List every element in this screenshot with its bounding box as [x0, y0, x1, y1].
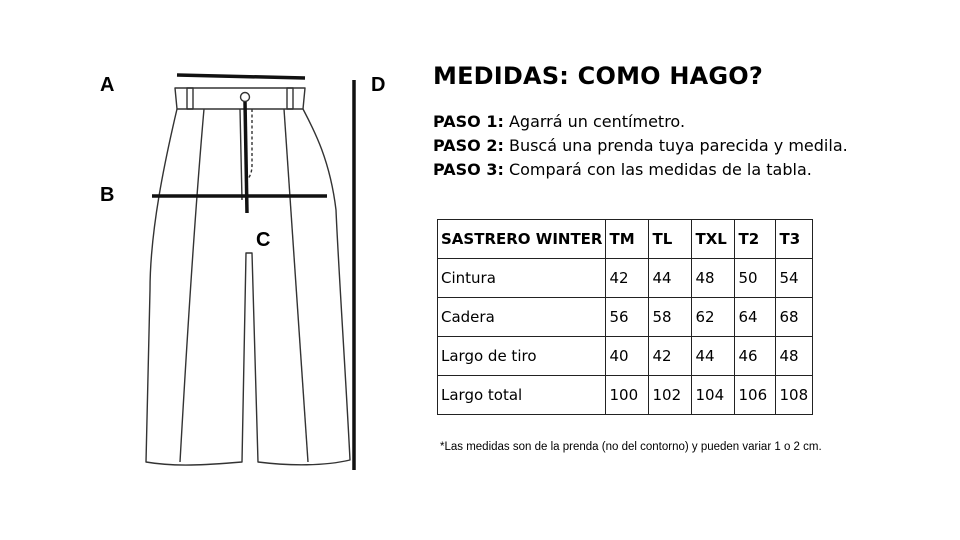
table-cell: 68: [776, 298, 813, 337]
step-text: Compará con las medidas de la tabla.: [503, 160, 812, 179]
footnote: *Las medidas son de la prenda (no del contorno) y pueden variar 1 o 2 cm.: [440, 441, 822, 453]
table-row: [438, 376, 813, 415]
table-cell: 44: [649, 259, 692, 298]
button: [241, 93, 250, 102]
table-cell: Cadera: [438, 298, 606, 337]
steps-list: [433, 111, 848, 183]
label-c: C: [256, 229, 271, 251]
step-label: PASO 2:: [433, 136, 504, 155]
table-cell: 40: [606, 337, 649, 376]
table-cell: 42: [606, 259, 649, 298]
table-row: [438, 259, 813, 298]
table-cell: Largo total: [438, 376, 606, 415]
table-row: [438, 298, 813, 337]
label-a: A: [100, 74, 115, 96]
table-header: T2: [735, 220, 776, 259]
table-cell: 58: [649, 298, 692, 337]
table-row: [438, 337, 813, 376]
table-header: TXL: [692, 220, 735, 259]
pants-outline: [146, 109, 350, 465]
pleat-right: [284, 109, 308, 462]
table-cell: Largo de tiro: [438, 337, 606, 376]
table-cell: 106: [735, 376, 776, 415]
waistband: [175, 88, 305, 109]
table-header: SASTRERO WINTER: [438, 220, 606, 259]
table-cell: Cintura: [438, 259, 606, 298]
table-cell: 108: [776, 376, 813, 415]
measure-line-a: [177, 75, 305, 78]
measure-line-c: [245, 102, 247, 213]
step-1: [433, 111, 848, 135]
label-d: D: [371, 74, 386, 96]
table-cell: 62: [692, 298, 735, 337]
table-header: TL: [649, 220, 692, 259]
table-cell: 44: [692, 337, 735, 376]
table-cell: 54: [776, 259, 813, 298]
table-cell: 64: [735, 298, 776, 337]
table-cell: 102: [649, 376, 692, 415]
table-cell: 104: [692, 376, 735, 415]
table-header: TM: [606, 220, 649, 259]
size-table: [437, 219, 813, 415]
table-header: T3: [776, 220, 813, 259]
step-text: Buscá una prenda tuya parecida y medila.: [503, 136, 848, 155]
table-header-row: [438, 220, 813, 259]
table-cell: 56: [606, 298, 649, 337]
pleat-left: [180, 109, 204, 462]
table-cell: 100: [606, 376, 649, 415]
table-cell: 48: [776, 337, 813, 376]
fly-line: [240, 109, 242, 200]
step-2: [433, 135, 848, 159]
step-label: PASO 3:: [433, 160, 504, 179]
step-text: Agarrá un centímetro.: [503, 112, 686, 131]
step-label: PASO 1:: [433, 112, 504, 131]
label-b: B: [100, 184, 115, 206]
belt-loop-left: [187, 88, 193, 109]
table-cell: 48: [692, 259, 735, 298]
table-cell: 42: [649, 337, 692, 376]
pants-diagram: [0, 0, 430, 540]
page-title: MEDIDAS: COMO HAGO?: [433, 62, 764, 90]
step-3: [433, 159, 848, 183]
belt-loop-right: [287, 88, 293, 109]
table-cell: 46: [735, 337, 776, 376]
table-cell: 50: [735, 259, 776, 298]
